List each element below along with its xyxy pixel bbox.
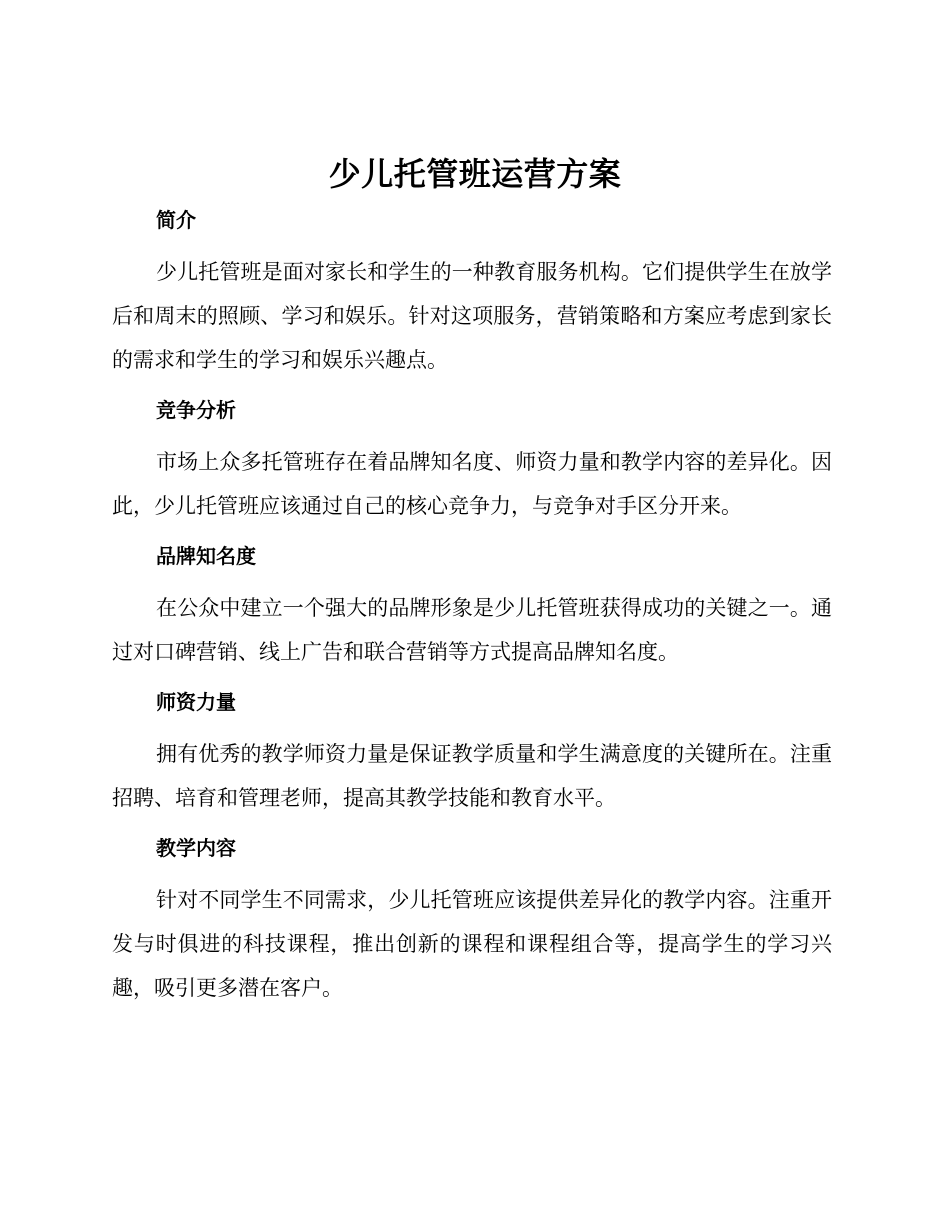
- section-curriculum: [112, 826, 832, 1010]
- section-paragraph: 针对不同学生不同需求，少儿托管班应该提供差异化的教学内容。注重开发与时俱进的科技课程，推出创新的课程和课程组合等，提高学生的学习兴趣，吸引更多潜在客户。: [112, 888, 832, 1000]
- document-title: 少儿托管班运营方案: [328, 155, 622, 193]
- section-paragraph: 少儿托管班是面对家长和学生的一种教育服务机构。它们提供学生在放学后和周末的照顾、学习和娱乐。针对这项服务，营销策略和方案应考虑到家长的需求和学生的学习和娱乐兴趣点。: [112, 260, 832, 372]
- section-heading: 竞争分析: [156, 398, 236, 422]
- section-paragraph: 在公众中建立一个强大的品牌形象是少儿托管班获得成功的关键之一。通过对口碑营销、线上广告和联合营销等方式提高品牌知名度。: [112, 596, 832, 664]
- section-intro: [112, 198, 832, 388]
- section-paragraph: 市场上众多托管班存在着品牌知名度、师资力量和教学内容的差异化。因此，少儿托管班应该通过自己的核心竞争力，与竞争对手区分开来。: [112, 450, 832, 518]
- section-heading: 简介: [156, 208, 196, 232]
- section-competition: [112, 388, 832, 534]
- section-teachers: [112, 680, 832, 826]
- section-paragraph: 拥有优秀的教学师资力量是保证教学质量和学生满意度的关键所在。注重招聘、培育和管理老师，提高其教学技能和教育水平。: [112, 742, 832, 810]
- section-heading: 师资力量: [156, 690, 236, 714]
- section-heading: 教学内容: [156, 836, 236, 860]
- section-heading: 品牌知名度: [156, 544, 256, 568]
- document-body: [112, 198, 832, 1010]
- section-brand: [112, 534, 832, 680]
